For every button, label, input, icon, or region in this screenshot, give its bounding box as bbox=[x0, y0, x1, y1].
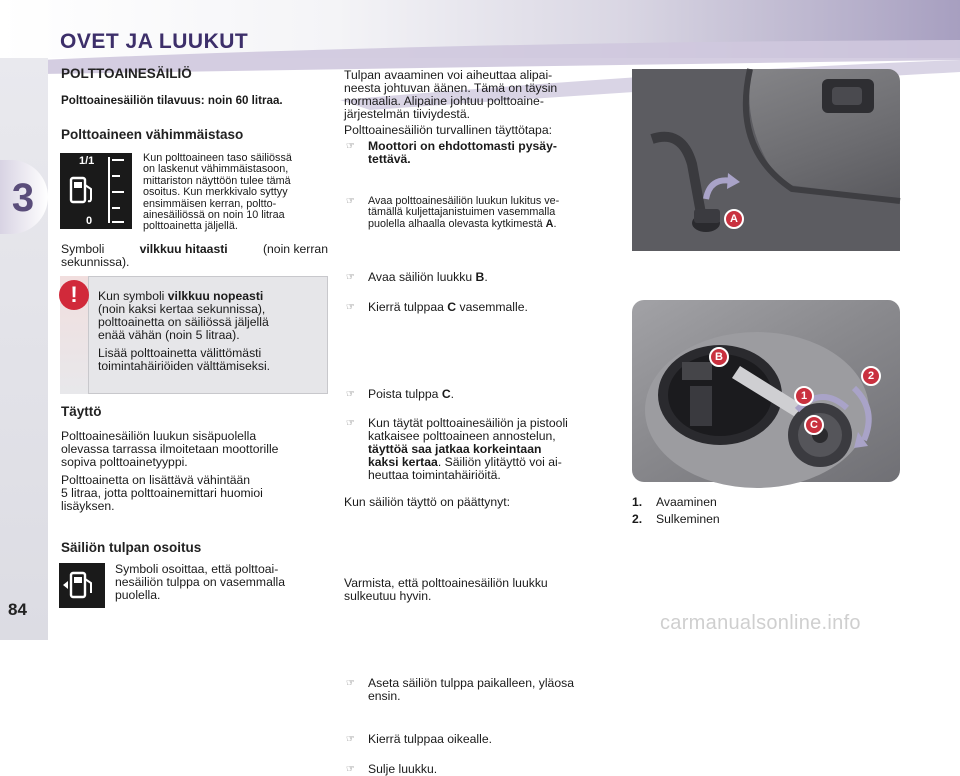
min-level-text: Kun polttoaineen taso säiliössä on laskenut vähimmäistasoon, mittariston näyttöön tulee tämä osoitus. Kun merkkivalo syttyy ensimmäisen kerran, poltto- ainesäiliössä on noin 10 litraa polttoainetta jäljellä. bbox=[143, 152, 292, 233]
page-number: 84 bbox=[8, 600, 27, 619]
gauge-scale bbox=[108, 157, 118, 223]
sidebar bbox=[0, 58, 48, 640]
warning-icon: ! bbox=[59, 280, 89, 310]
release-lever-photo bbox=[632, 69, 900, 251]
label-a-badge: A bbox=[724, 209, 744, 229]
fuel-gauge-icon: 1/1 0 bbox=[60, 153, 132, 229]
footer-watermark: carmanualsonline.info bbox=[660, 612, 861, 634]
slow-blink-text: Symboli vilkkuu hitaasti (noin kerran sekunnissa). bbox=[61, 242, 328, 269]
chapter-number: 3 bbox=[11, 176, 35, 220]
step-open-flap: ☞ Avaa säiliön luukku B. bbox=[344, 271, 614, 284]
page-title: OVET JA LUUKUT bbox=[60, 30, 249, 53]
step-stop-engine: ☞ Moottori on ehdottomasti pysäy- tettävä. bbox=[344, 140, 614, 166]
legend-label: Avaaminen bbox=[656, 495, 717, 509]
done-refit-cap: ☞ Aseta säiliön tulppa paikalleen, yläosa ensin. bbox=[344, 677, 616, 703]
legend-label: Sulkeminen bbox=[656, 512, 720, 526]
done-turn-right: ☞ Kierrä tulppaa oikealle. bbox=[344, 733, 616, 746]
intro-text: Tulpan avaaminen voi aiheuttaa alipai- neesta johtuvan äänen. Tämä on täysin normaalia. Alipaine johtuu polttoaine- järjestelmän tiiviydestä. bbox=[344, 68, 558, 121]
legend-num: 2. bbox=[632, 512, 643, 526]
step-fill-warning: ☞ Kun täytät polttoainesäiliön ja pistooli katkaisee polttoaineen annostelun, täyttöä saa jatkaa korkeintaan kaksi kertaa. Säiliön ylitäyttö voi ai- heuttaa toimintahäiriöitä. bbox=[344, 417, 615, 482]
label-c-badge: C bbox=[804, 415, 824, 435]
label-b-badge: B bbox=[709, 347, 729, 367]
legend bbox=[632, 496, 832, 526]
label-1-badge: 1 bbox=[794, 386, 814, 406]
fuel-pump-icon bbox=[68, 175, 98, 207]
done-title: Kun säiliön täyttö on päättynyt: bbox=[344, 495, 510, 509]
step-remove-cap: ☞ Poista tulppa C. bbox=[344, 388, 614, 401]
cap-text: Symboli osoittaa, että polttoai- nesäiliön tulppa on vasemmalla puolella. bbox=[115, 562, 286, 602]
step-turn-cap: ☞ Kierrä tulppaa C vasemmalle. bbox=[344, 301, 614, 314]
legend-num: 1. bbox=[632, 495, 643, 509]
closing-text: Varmista, että polttoainesäiliön luukku sulkeutuu hyvin. bbox=[344, 576, 548, 603]
min-level-heading: Polttoaineen vähimmäistaso bbox=[61, 127, 244, 142]
cap-heading: Säiliön tulpan osoitus bbox=[61, 540, 202, 555]
section-title: POLTTOAINESÄILIÖ bbox=[61, 66, 192, 81]
procedure-title: Polttoainesäiliön turvallinen täyttötapa: bbox=[344, 123, 552, 137]
refuel-text: Polttoainesäiliön luukun sisäpuolella olevassa tarrassa ilmoitetaan moottorille sopiva polttoainetyyppi. Polttoainetta on lisättävä vähintään 5 litraa, jotta polttoainemittari huomioi lisäyksen. bbox=[61, 429, 279, 513]
step-unlock-flap: ☞ Avaa polttoainesäiliön luukun lukitus ve- tämällä kuljettajanistuimen vasemmalla puolella alhaalla olevasta kytkimestä A. bbox=[344, 196, 616, 230]
done-close-flap: ☞ Sulje luukku. bbox=[344, 763, 616, 776]
label-2-badge: 2 bbox=[861, 366, 881, 386]
fuel-cap-photo bbox=[632, 300, 900, 482]
refuel-heading: Täyttö bbox=[61, 404, 102, 419]
capacity-text: Polttoainesäiliön tilavuus: noin 60 litraa. bbox=[61, 94, 283, 107]
fuel-cap-side-icon bbox=[59, 563, 105, 608]
warning-text: Kun symboli vilkkuu nopeasti (noin kaksi kertaa sekunnissa), polttoainetta on säiliössä jäljellä enää vähän (noin 5 litraa). Lisää polttoainetta välittömästi toimintahäiriöiden välttämiseksi. bbox=[98, 289, 271, 373]
